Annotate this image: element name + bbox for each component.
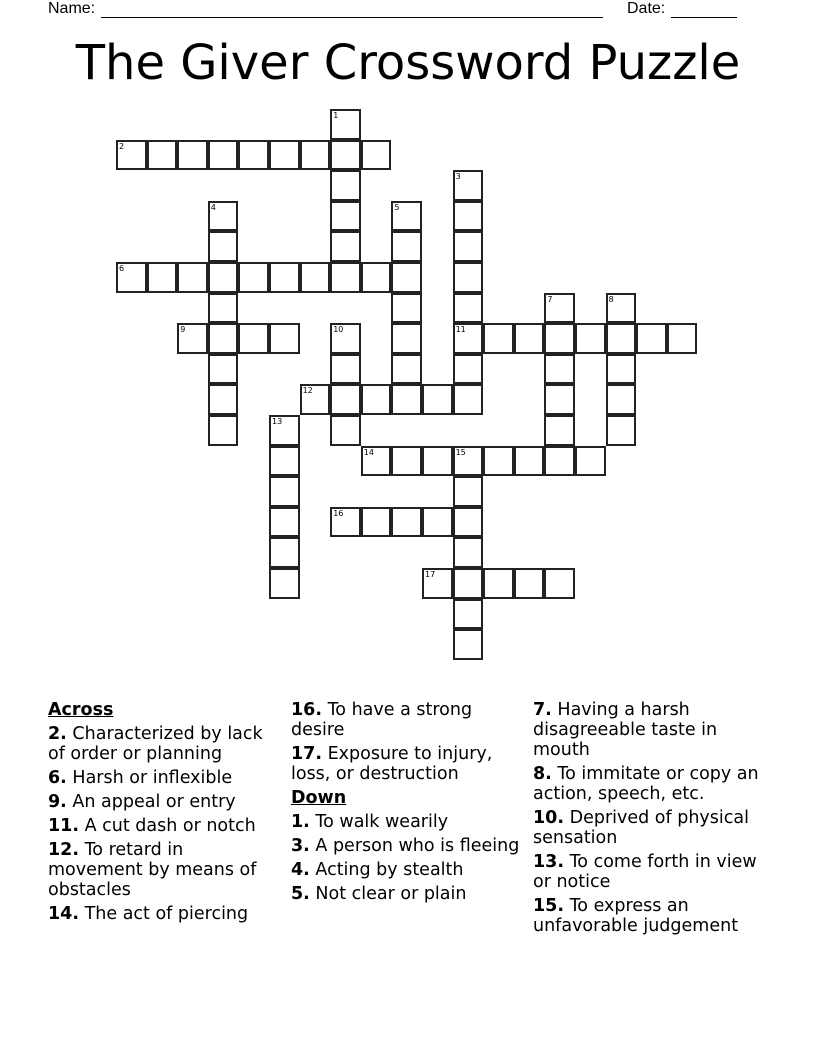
grid-cell[interactable] bbox=[330, 109, 361, 140]
grid-cell[interactable] bbox=[606, 384, 637, 415]
grid-cell[interactable] bbox=[238, 140, 269, 171]
grid-cell[interactable] bbox=[391, 446, 422, 477]
grid-cell[interactable] bbox=[606, 354, 637, 385]
grid-cell[interactable] bbox=[391, 262, 422, 293]
grid-cell[interactable] bbox=[330, 415, 361, 446]
page-title: The Giver Crossword Puzzle bbox=[75, 35, 741, 91]
grid-cell[interactable] bbox=[269, 507, 300, 538]
grid-cell[interactable] bbox=[238, 323, 269, 354]
grid-cell[interactable] bbox=[330, 201, 361, 232]
grid-cell[interactable] bbox=[453, 170, 484, 201]
grid-cell[interactable] bbox=[300, 262, 331, 293]
grid-cell[interactable] bbox=[330, 231, 361, 262]
grid-cell[interactable] bbox=[269, 140, 300, 171]
grid-cell[interactable] bbox=[269, 568, 300, 599]
grid-cell[interactable] bbox=[453, 599, 484, 630]
grid-cell[interactable] bbox=[453, 293, 484, 324]
grid-cell[interactable] bbox=[453, 446, 484, 477]
clue-down-1: 1. To walk wearily bbox=[291, 812, 449, 832]
grid-cell[interactable] bbox=[422, 568, 453, 599]
grid-cell[interactable] bbox=[391, 293, 422, 324]
grid-cell[interactable] bbox=[208, 231, 239, 262]
grid-cell[interactable] bbox=[330, 262, 361, 293]
clue-number: 15 bbox=[455, 447, 466, 457]
clue-down-8: 8. To immitate or copy an action, speech, etc. bbox=[533, 764, 759, 804]
clue-number: 1 bbox=[333, 111, 339, 120]
grid-cell[interactable] bbox=[330, 170, 361, 201]
clue-down-13: 13. To come forth in view or notice bbox=[533, 852, 757, 892]
grid-cell[interactable] bbox=[453, 476, 484, 507]
clue-number: 13 bbox=[272, 417, 283, 426]
grid-cell[interactable] bbox=[208, 140, 239, 171]
clues-column-2 bbox=[291, 700, 526, 908]
clue-across-9: 9. An appeal or entry bbox=[48, 792, 236, 812]
grid-cell[interactable] bbox=[116, 262, 147, 293]
clue-number: 2 bbox=[119, 141, 125, 151]
grid-cell[interactable] bbox=[361, 140, 392, 171]
grid-cell[interactable] bbox=[453, 629, 484, 660]
grid-cell[interactable] bbox=[208, 262, 239, 293]
clue-number: 8 bbox=[608, 294, 614, 304]
clue-across-14: 14. The act of piercing bbox=[48, 904, 249, 924]
grid-cell[interactable] bbox=[422, 507, 453, 538]
grid-cell[interactable] bbox=[453, 384, 484, 415]
grid-cell[interactable] bbox=[330, 354, 361, 385]
grid-cell[interactable] bbox=[391, 384, 422, 415]
grid-cell[interactable] bbox=[453, 201, 484, 232]
clue-down-4: 4. Acting by stealth bbox=[291, 860, 464, 880]
grid-cell[interactable] bbox=[483, 446, 514, 477]
grid-cell[interactable] bbox=[575, 446, 606, 477]
grid-cell[interactable] bbox=[391, 507, 422, 538]
clue-number: 5 bbox=[394, 202, 400, 212]
clue-across-6: 6. Harsh or inflexible bbox=[48, 768, 233, 788]
grid-cell[interactable] bbox=[208, 293, 239, 324]
across-heading: Across bbox=[48, 700, 114, 720]
date-label: Date: bbox=[627, 0, 666, 17]
clues-column-1 bbox=[48, 700, 283, 928]
clue-number: 17 bbox=[425, 570, 436, 579]
clue-across-2: 2. Characterized by lack of order or planning bbox=[48, 724, 263, 764]
clue-number: 6 bbox=[119, 264, 125, 273]
grid-cell[interactable] bbox=[238, 262, 269, 293]
grid-cell[interactable] bbox=[391, 201, 422, 232]
clue-number: 7 bbox=[547, 294, 553, 304]
grid-cell[interactable] bbox=[208, 354, 239, 385]
grid-cell[interactable] bbox=[636, 323, 667, 354]
grid-cell[interactable] bbox=[361, 262, 392, 293]
grid-cell[interactable] bbox=[300, 384, 331, 415]
grid-cell[interactable] bbox=[208, 415, 239, 446]
grid-cell[interactable] bbox=[422, 384, 453, 415]
grid-cell[interactable] bbox=[544, 293, 575, 324]
grid-cell[interactable] bbox=[330, 323, 361, 354]
grid-cell[interactable] bbox=[391, 354, 422, 385]
grid-cell[interactable] bbox=[453, 262, 484, 293]
grid-cell[interactable] bbox=[544, 415, 575, 446]
grid-cell[interactable] bbox=[453, 568, 484, 599]
grid-cell[interactable] bbox=[391, 323, 422, 354]
grid-cell[interactable] bbox=[422, 446, 453, 477]
grid-cell[interactable] bbox=[269, 537, 300, 568]
grid-cell[interactable] bbox=[269, 415, 300, 446]
grid-cell[interactable] bbox=[453, 507, 484, 538]
clue-across-11: 11. A cut dash or notch bbox=[48, 816, 256, 836]
clue-down-5: 5. Not clear or plain bbox=[291, 884, 467, 904]
grid-cell[interactable] bbox=[116, 140, 147, 171]
grid-cell[interactable] bbox=[300, 140, 331, 171]
clues-column-3 bbox=[533, 700, 768, 940]
grid-cell[interactable] bbox=[208, 323, 239, 354]
grid-cell[interactable] bbox=[208, 201, 239, 232]
clue-across-12: 12. To retard in movement by means of obstacles bbox=[48, 840, 257, 900]
grid-cell[interactable] bbox=[544, 323, 575, 354]
grid-cell[interactable] bbox=[391, 231, 422, 262]
clue-number: 3 bbox=[455, 172, 461, 182]
grid-cell[interactable] bbox=[544, 384, 575, 415]
grid-cell[interactable] bbox=[453, 323, 484, 354]
grid-cell[interactable] bbox=[361, 446, 392, 477]
grid-cell[interactable] bbox=[453, 537, 484, 568]
clue-down-15: 15. To express an unfavorable judgement bbox=[533, 896, 739, 936]
grid-cell[interactable] bbox=[453, 231, 484, 262]
grid-cell[interactable] bbox=[544, 568, 575, 599]
grid-cell[interactable] bbox=[544, 354, 575, 385]
grid-cell[interactable] bbox=[147, 262, 178, 293]
grid-cell[interactable] bbox=[483, 323, 514, 354]
clue-number: 9 bbox=[180, 325, 186, 335]
grid-cell[interactable] bbox=[269, 446, 300, 477]
grid-cell[interactable] bbox=[606, 415, 637, 446]
clue-down-10: 10. Deprived of physical sensation bbox=[533, 808, 749, 848]
grid-cell[interactable] bbox=[330, 507, 361, 538]
grid-cell[interactable] bbox=[330, 140, 361, 171]
grid-cell[interactable] bbox=[269, 476, 300, 507]
clue-down-7: 7. Having a harsh disagreeable taste in mouth bbox=[533, 700, 718, 760]
grid-cell[interactable] bbox=[269, 323, 300, 354]
grid-cell[interactable] bbox=[575, 323, 606, 354]
grid-cell[interactable] bbox=[514, 568, 545, 599]
grid-cell[interactable] bbox=[667, 323, 698, 354]
grid-cell[interactable] bbox=[330, 384, 361, 415]
grid-cell[interactable] bbox=[606, 323, 637, 354]
grid-cell[interactable] bbox=[544, 446, 575, 477]
grid-cell[interactable] bbox=[177, 262, 208, 293]
name-label: Name: bbox=[48, 0, 96, 17]
grid-cell[interactable] bbox=[453, 354, 484, 385]
grid-cell[interactable] bbox=[177, 323, 208, 354]
clue-number: 4 bbox=[210, 202, 216, 212]
clue-number: 11 bbox=[455, 325, 466, 335]
grid-cell[interactable] bbox=[361, 384, 392, 415]
clue-down-3: 3. A person who is fleeing bbox=[291, 836, 520, 856]
grid-cell[interactable] bbox=[208, 384, 239, 415]
clue-across-17: 17. Exposure to injury, loss, or destruction bbox=[291, 744, 493, 784]
grid-cell[interactable] bbox=[269, 262, 300, 293]
clue-number: 16 bbox=[333, 508, 344, 518]
clue-number: 10 bbox=[333, 325, 344, 335]
down-heading: Down bbox=[291, 788, 347, 808]
grid-cell[interactable] bbox=[483, 568, 514, 599]
clue-across-16: 16. To have a strong desire bbox=[291, 700, 473, 740]
grid-cell[interactable] bbox=[147, 140, 178, 171]
grid-cell[interactable] bbox=[361, 507, 392, 538]
grid-cell[interactable] bbox=[514, 323, 545, 354]
grid-cell[interactable] bbox=[514, 446, 545, 477]
clue-number: 14 bbox=[363, 447, 374, 457]
clue-number: 12 bbox=[302, 386, 313, 396]
grid-cell[interactable] bbox=[606, 293, 637, 324]
grid-cell[interactable] bbox=[177, 140, 208, 171]
